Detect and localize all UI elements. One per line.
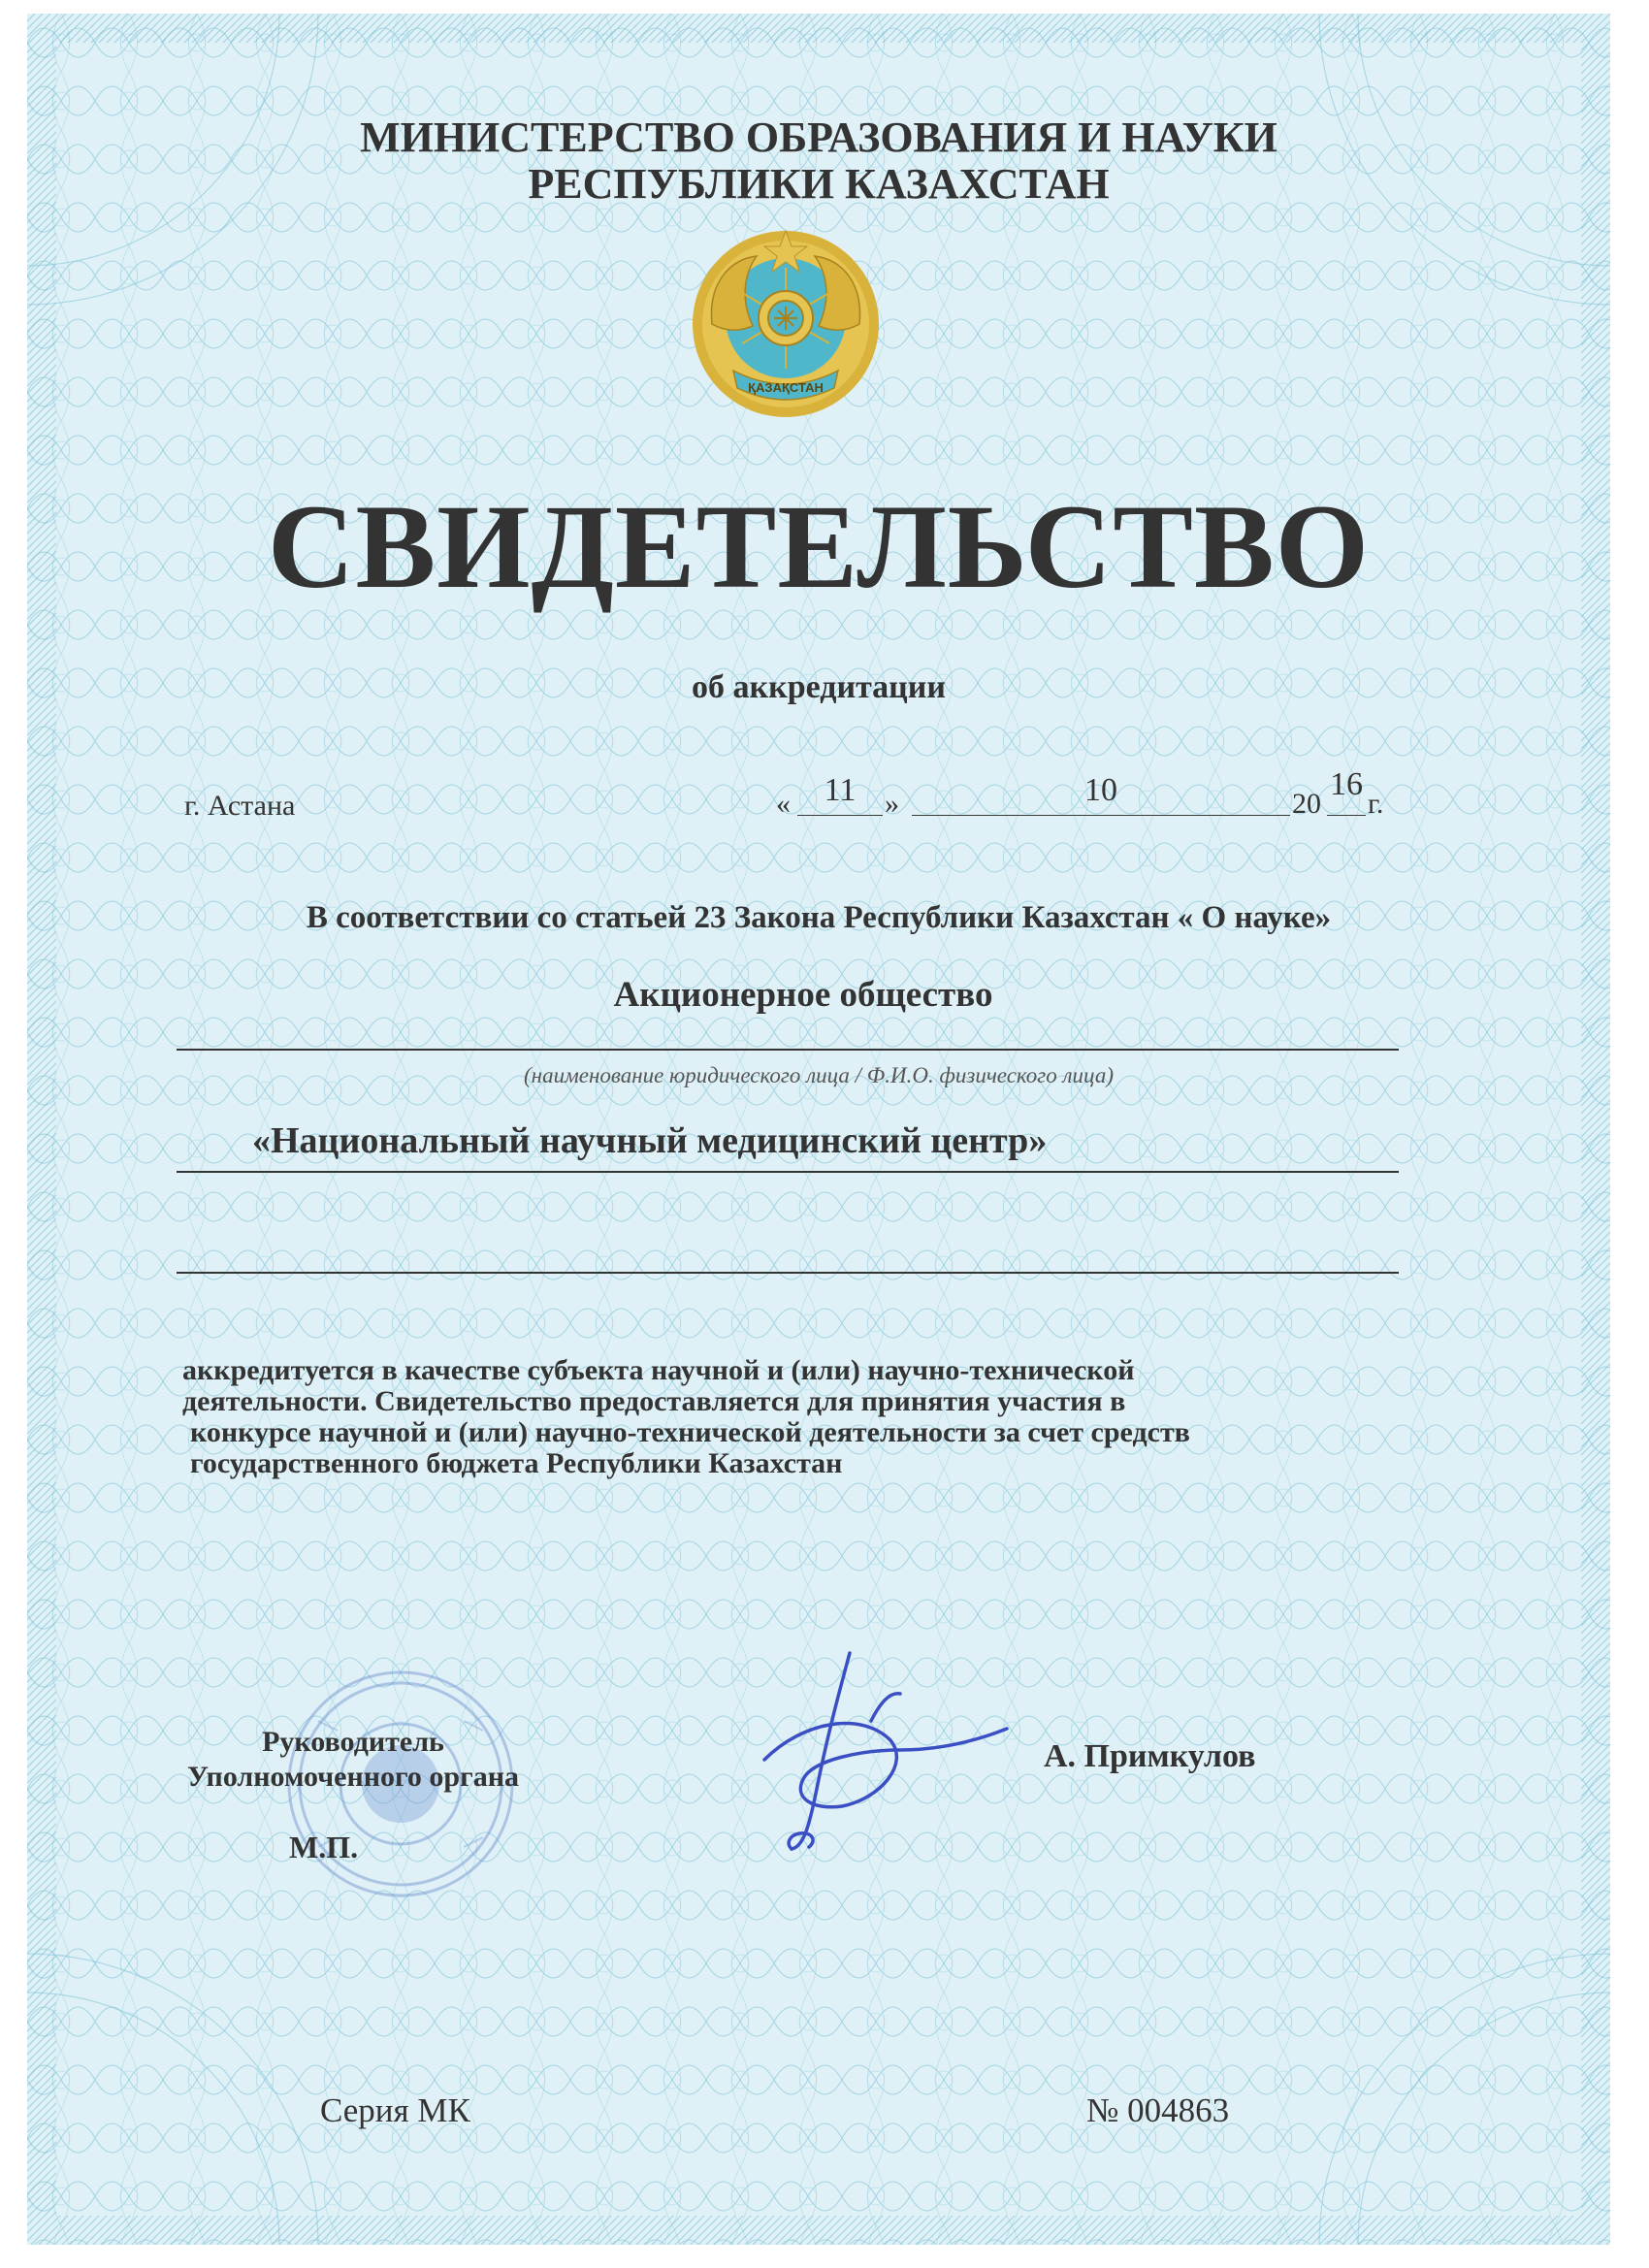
body-line: государственного бюджета Республики Казахстан xyxy=(190,1447,843,1479)
handwritten-signature xyxy=(735,1643,1026,1876)
organization-name: «Национальный научный медицинский центр» xyxy=(252,1120,1048,1161)
organization-type: Акционерное общество xyxy=(613,975,993,1015)
ministry-line-2: РЕСПУБЛИКИ КАЗАХСТАН xyxy=(528,160,1110,208)
seal-place-label: М.П. xyxy=(289,1830,359,1864)
body-line: конкурсе научной и (или) научно-технической деятельности за счет средств xyxy=(190,1416,1190,1448)
date-day: 11 xyxy=(824,772,857,808)
document-subtitle: об аккредитации xyxy=(692,669,946,705)
day-underline xyxy=(797,815,883,816)
issue-city: г. Астана xyxy=(184,790,296,822)
org-blank-underline xyxy=(177,1272,1399,1274)
date-open-quote: « xyxy=(776,788,791,820)
authority-head-label xyxy=(130,1725,576,1795)
month-underline xyxy=(912,815,1290,816)
body-line: аккредитуется в качестве субъекта научной и (или) научно-технической xyxy=(182,1354,1135,1386)
date-year-suffix: 16 xyxy=(1330,766,1363,802)
org-name-underline xyxy=(177,1171,1399,1173)
year-underline xyxy=(1327,815,1366,816)
certificate-sheet xyxy=(27,14,1610,2245)
accreditation-text xyxy=(182,1355,1414,1479)
series-label: Серия МК xyxy=(320,2091,470,2129)
law-reference: В соответствии со статьей 23 Закона Республики Казахстан « О науке» xyxy=(306,900,1332,935)
document-title: СВИДЕТЕЛЬСТВО xyxy=(267,480,1371,613)
state-emblem-icon xyxy=(689,217,883,421)
signer-name: А. Примкулов xyxy=(1044,1738,1256,1774)
ministry-line-1: МИНИСТЕРСТВО ОБРАЗОВАНИЯ И НАУКИ xyxy=(360,113,1277,161)
ministry-name xyxy=(27,114,1610,208)
body-line: деятельности. Свидетельство предоставляется для принятия участия в xyxy=(182,1385,1126,1417)
emblem-text: ҚАЗАҚСТАН xyxy=(748,380,824,395)
date-year-unit: г. xyxy=(1368,788,1384,820)
issue-date xyxy=(776,766,1397,820)
date-year-prefix: 20 xyxy=(1292,788,1321,820)
date-month: 10 xyxy=(1084,772,1117,808)
organization-caption: (наименование юридического лица / Ф.И.О. физического лица) xyxy=(524,1063,1114,1087)
authority-role-line-1: Руководитель xyxy=(262,1726,444,1758)
date-close-quote: » xyxy=(885,788,899,820)
certificate-number: № 004863 xyxy=(1086,2091,1230,2129)
authority-role-line-2: Уполномоченного органа xyxy=(186,1761,520,1793)
org-type-underline xyxy=(177,1049,1399,1051)
